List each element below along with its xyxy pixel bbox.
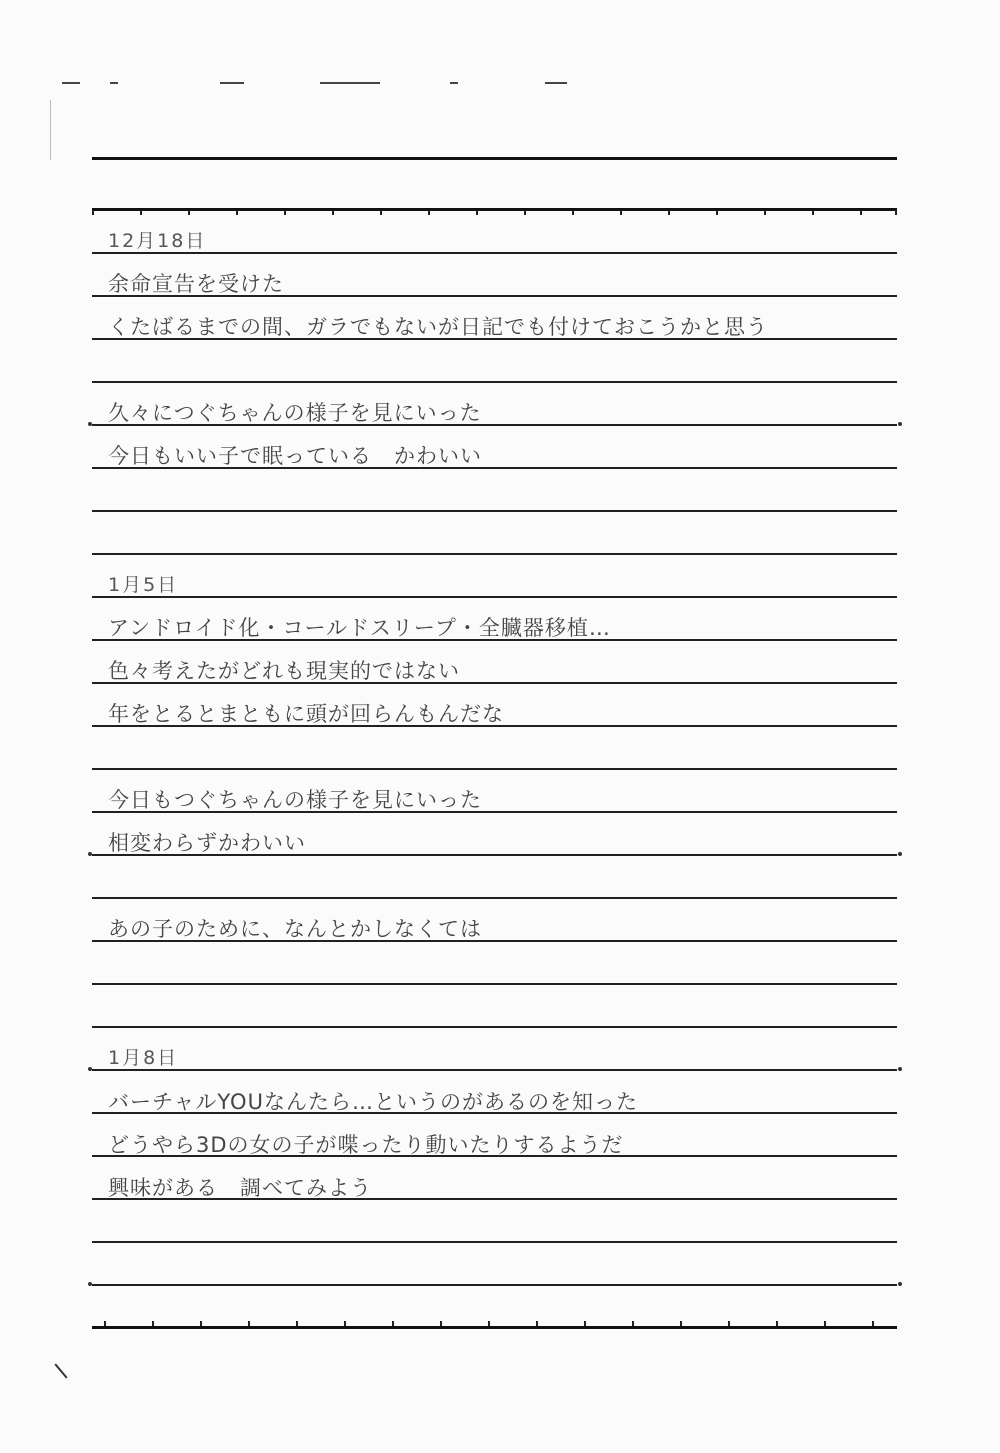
- entry-line: あの子のために、なんとかしなくては: [108, 917, 482, 941]
- ruled-line: [92, 510, 897, 512]
- ruled-line: [92, 1026, 897, 1028]
- top-dash: [220, 82, 244, 84]
- entry-line: 久々につぐちゃんの様子を見にいった: [108, 401, 482, 425]
- entry-line: バーチャルYOUなんたら…というのがあるのを知った: [108, 1090, 638, 1114]
- ruled-line: [92, 983, 897, 985]
- entry-date: 1月8日: [108, 1047, 179, 1069]
- ruled-line: [92, 1241, 897, 1243]
- ruled-line: [92, 1069, 897, 1071]
- top-dash: [450, 82, 458, 84]
- ruled-line: [92, 157, 897, 160]
- margin-dot: [898, 422, 902, 426]
- entry-line: 今日もつぐちゃんの様子を見にいった: [108, 788, 482, 812]
- entry-date: 12月18日: [108, 230, 207, 252]
- margin-mark: [50, 100, 51, 160]
- entry-date: 1月5日: [108, 574, 179, 596]
- stray-mark: [54, 1363, 67, 1378]
- ruled-line: [92, 553, 897, 555]
- entry-line: 今日もいい子で眠っている かわいい: [108, 444, 482, 468]
- margin-dot: [898, 1282, 902, 1286]
- ruled-line: [92, 897, 897, 899]
- entry-line: 色々考えたがどれも現実的ではない: [108, 659, 460, 683]
- margin-dot: [88, 1067, 92, 1071]
- entry-line: 余命宣告を受けた: [108, 272, 284, 296]
- entry-line: 年をとるとまともに頭が回らんもんだな: [108, 702, 504, 726]
- top-dash: [110, 82, 118, 84]
- margin-dot: [88, 852, 92, 856]
- entry-line: 相変わらずかわいい: [108, 831, 306, 855]
- entry-line: くたばるまでの間、ガラでもないが日記でも付けておこうかと思う: [108, 315, 768, 339]
- entry-line: どうやら3Dの女の子が喋ったり動いたりするようだ: [108, 1133, 624, 1157]
- entry-line: アンドロイド化・コールドスリープ・全臓器移植…: [108, 616, 611, 640]
- margin-dot: [88, 422, 92, 426]
- ruled-line: [92, 252, 897, 254]
- tick-row-top: [92, 210, 897, 216]
- top-dash: [320, 82, 380, 84]
- ruled-line: [92, 1284, 897, 1286]
- ruled-line: [92, 768, 897, 770]
- top-dash: [545, 82, 567, 84]
- margin-dot: [88, 1282, 92, 1286]
- margin-dot: [898, 852, 902, 856]
- top-dash: [62, 82, 80, 84]
- ruled-line: [92, 596, 897, 598]
- entry-line: 興味がある 調べてみよう: [108, 1176, 372, 1200]
- tick-row-bottom: [92, 1321, 897, 1327]
- margin-dot: [898, 1067, 902, 1071]
- ruled-line: [92, 381, 897, 383]
